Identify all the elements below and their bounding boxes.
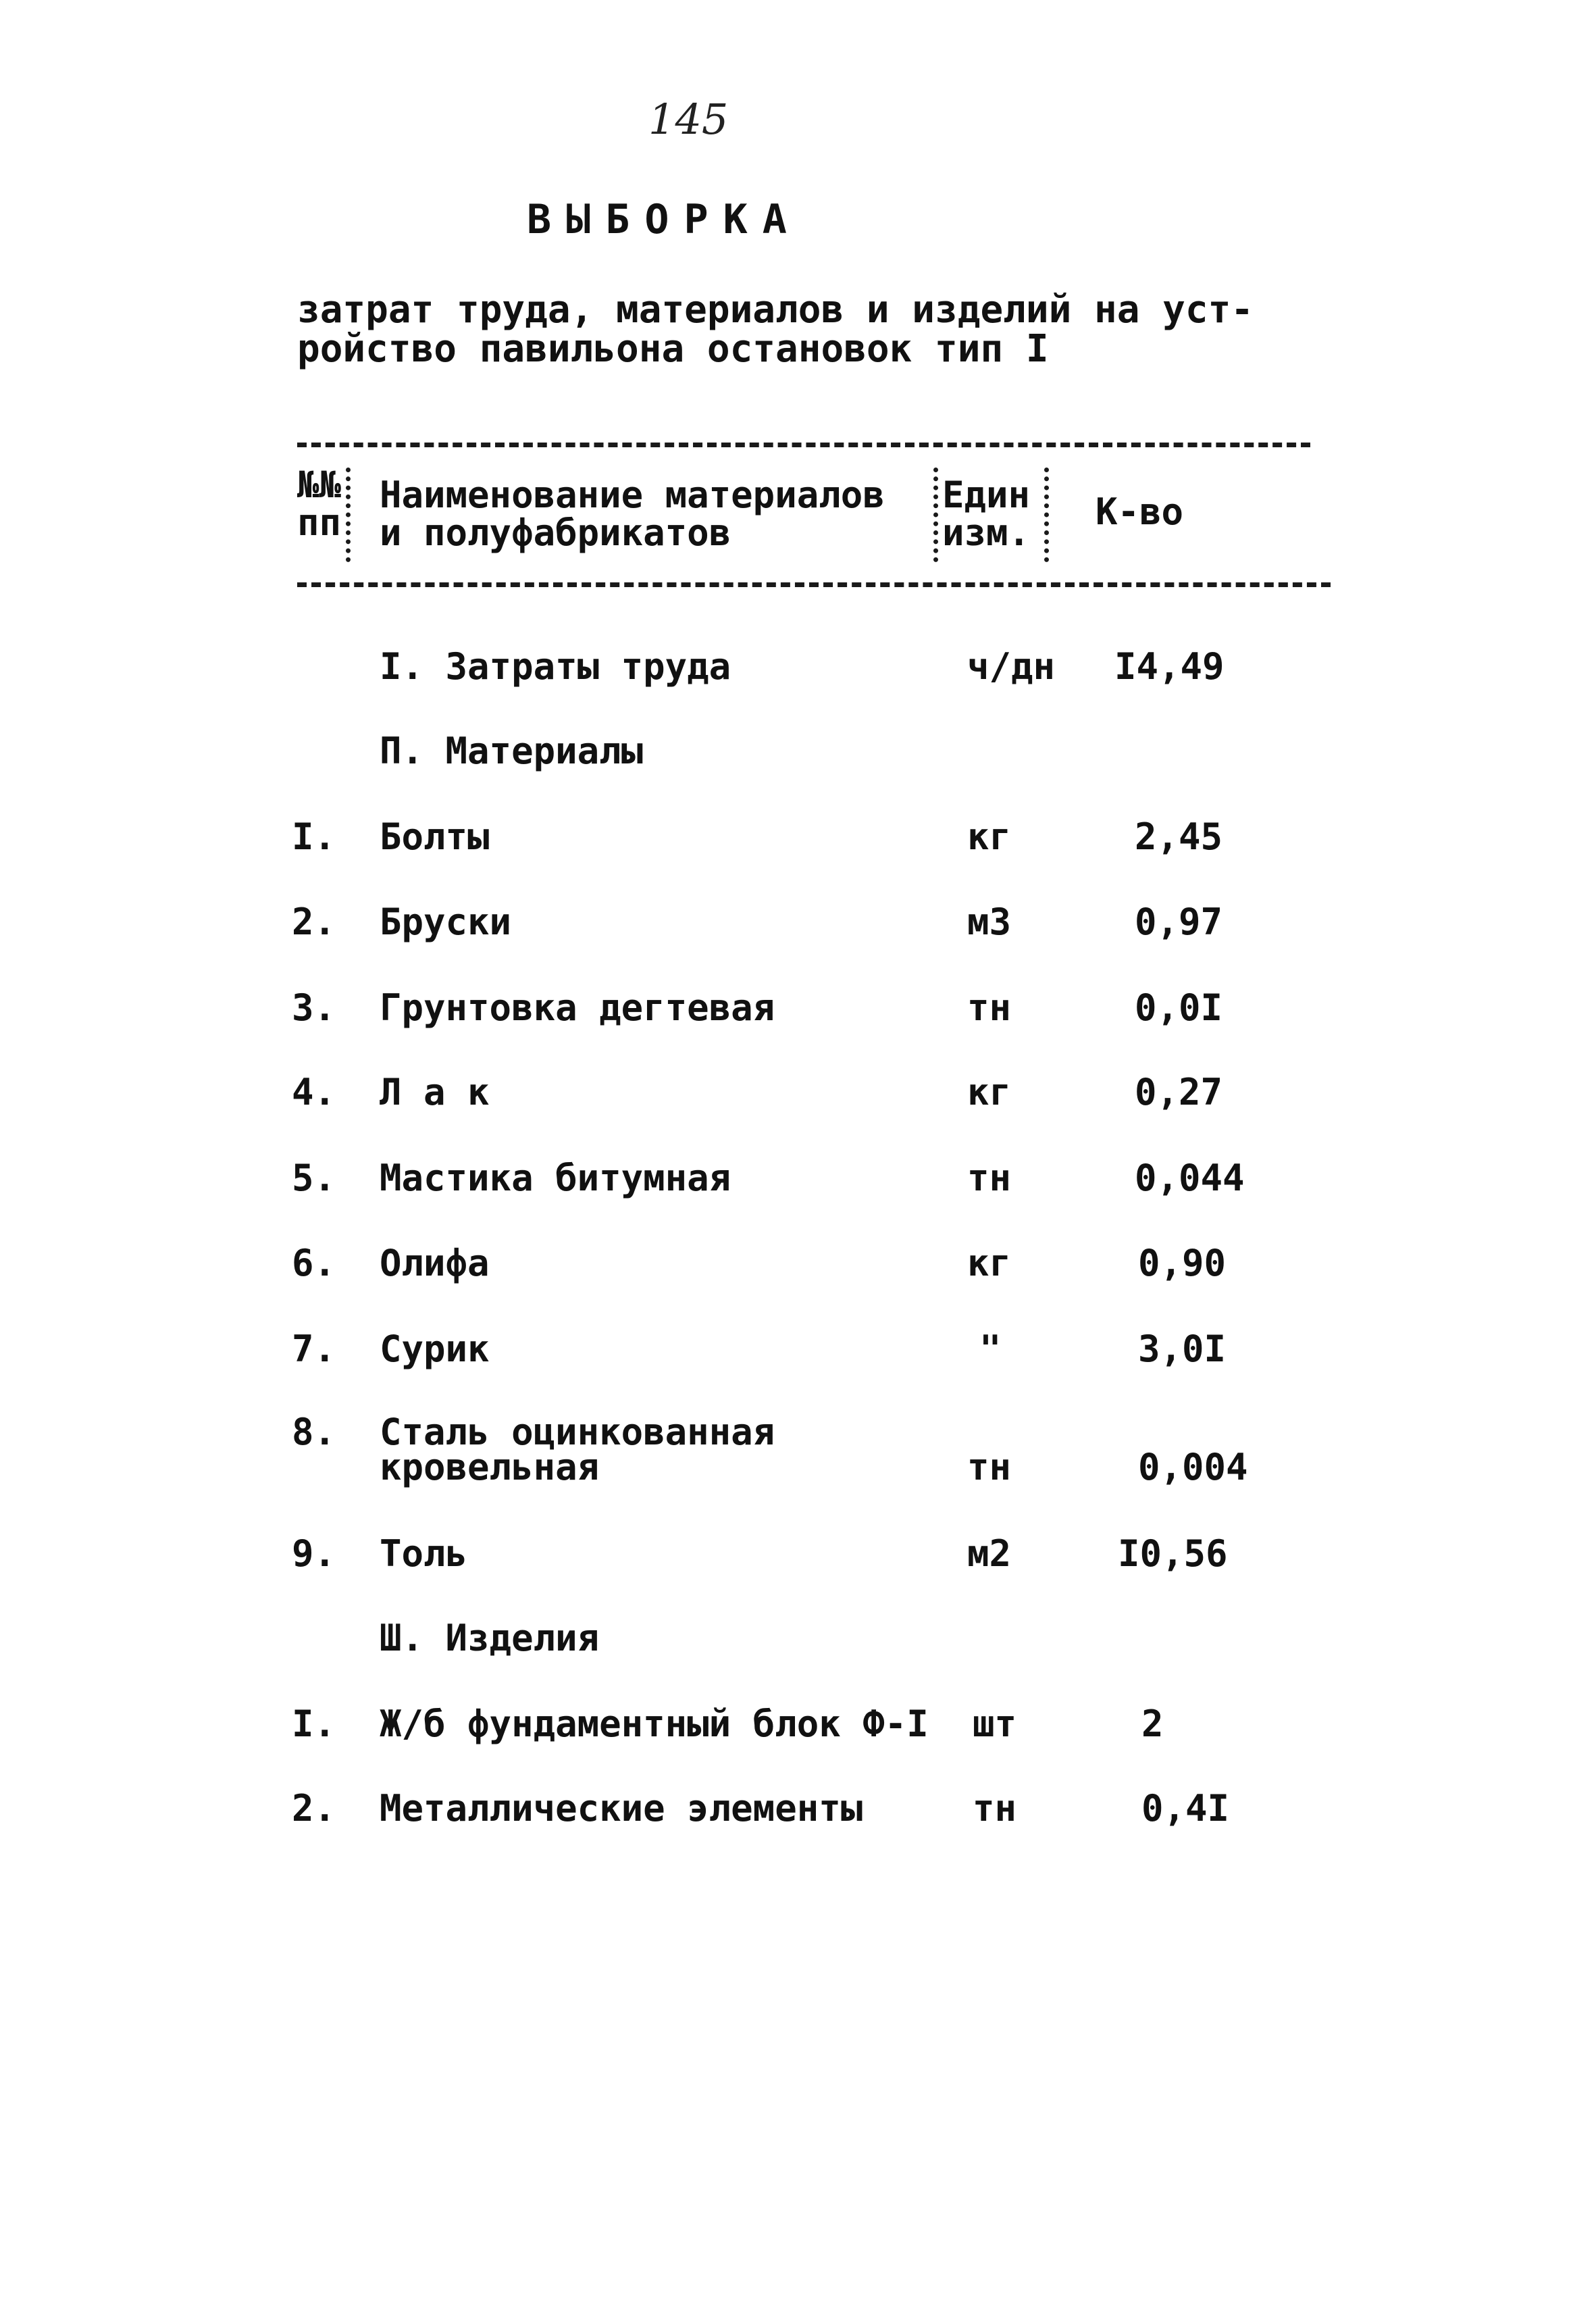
row-qty: 0,97 <box>1135 901 1223 943</box>
row-unit: м2 <box>967 1532 1012 1575</box>
header-unit <box>942 476 1030 552</box>
row-number: I. <box>292 1703 336 1745</box>
header-number-line-1: №№ <box>297 463 342 506</box>
row-qty: 0,004 <box>1138 1446 1248 1488</box>
table-header-bottom-rule <box>297 582 1331 587</box>
row-name: Сурик <box>380 1328 490 1370</box>
row-unit: тн <box>967 1157 1012 1199</box>
header-separator <box>1044 468 1049 562</box>
row-qty: I0,56 <box>1118 1532 1228 1575</box>
row-number: I. <box>292 815 336 858</box>
row-unit: тн <box>967 986 1012 1029</box>
row-name: Металлические элементы <box>380 1787 863 1830</box>
row-unit: кг <box>967 1242 1012 1284</box>
row-qty: 2,45 <box>1135 815 1223 858</box>
row-qty: 0,044 <box>1135 1157 1245 1199</box>
table-top-rule <box>297 443 1310 447</box>
row-number: 6. <box>292 1242 336 1284</box>
header-name <box>380 476 885 552</box>
row-number: 4. <box>292 1071 336 1113</box>
row-name: Грунтовка дегтевая <box>380 986 775 1029</box>
subtitle-line-2: ройство павильона остановок тип I <box>297 327 1049 371</box>
row-name: Л а к <box>380 1071 490 1113</box>
row-qty: 0,90 <box>1138 1242 1227 1284</box>
row-number: 5. <box>292 1157 336 1199</box>
header-qty: К-во <box>1096 491 1184 533</box>
row-unit: м3 <box>967 901 1012 943</box>
row-number: 8. <box>292 1411 336 1453</box>
section-heading: Ш. Изделия <box>380 1617 600 1659</box>
row-name: Мастика битумная <box>380 1157 731 1199</box>
row-qty: 2 <box>1141 1703 1164 1745</box>
row-name: Сталь оцинкованная <box>380 1411 775 1453</box>
header-number <box>297 463 342 544</box>
subtitle-line-1: затрат труда, материалов и изделий на уст- <box>297 288 1254 332</box>
row-unit: тн <box>973 1787 1017 1830</box>
row-name: Толь <box>380 1532 468 1575</box>
header-unit-line-2: изм. <box>942 511 1031 554</box>
document-subtitle <box>297 288 1254 371</box>
row-number: 3. <box>292 986 336 1029</box>
row-name: Бруски <box>380 901 512 943</box>
row-name: I. Затраты труда <box>380 645 731 688</box>
row-unit: тн <box>967 1446 1012 1488</box>
row-unit: шт <box>973 1703 1017 1745</box>
section-heading: П. Материалы <box>380 730 644 772</box>
row-number: 2. <box>292 1787 336 1830</box>
row-qty: 3,0I <box>1138 1328 1227 1370</box>
header-separator <box>346 468 351 562</box>
row-qty: 0,4I <box>1141 1787 1230 1830</box>
row-number: 7. <box>292 1328 336 1370</box>
row-unit: ч/дн <box>967 645 1056 688</box>
row-name: Болты <box>380 815 490 858</box>
row-qty: 0,0I <box>1135 986 1223 1029</box>
header-separator <box>933 468 938 562</box>
row-qty: 0,27 <box>1135 1071 1223 1113</box>
header-name-line-2: и полуфабрикатов <box>380 511 731 554</box>
header-number-line-2: пп <box>297 501 342 544</box>
header-unit-line-1: Един <box>942 474 1031 516</box>
document-title: ВЫБОРКА <box>527 196 802 243</box>
row-unit: " <box>979 1328 1002 1370</box>
row-name: Ж/б фундаментный блок Ф-I <box>380 1703 929 1745</box>
row-unit: кг <box>967 815 1012 858</box>
row-name: Олифа <box>380 1242 490 1284</box>
row-number: 2. <box>292 901 336 943</box>
row-number: 9. <box>292 1532 336 1575</box>
row-unit: кг <box>967 1071 1012 1113</box>
page-number: 145 <box>648 95 729 144</box>
row-name-continuation: кровельная <box>380 1446 600 1488</box>
header-name-line-1: Наименование материалов <box>380 474 885 516</box>
row-qty: I4,49 <box>1114 645 1225 688</box>
